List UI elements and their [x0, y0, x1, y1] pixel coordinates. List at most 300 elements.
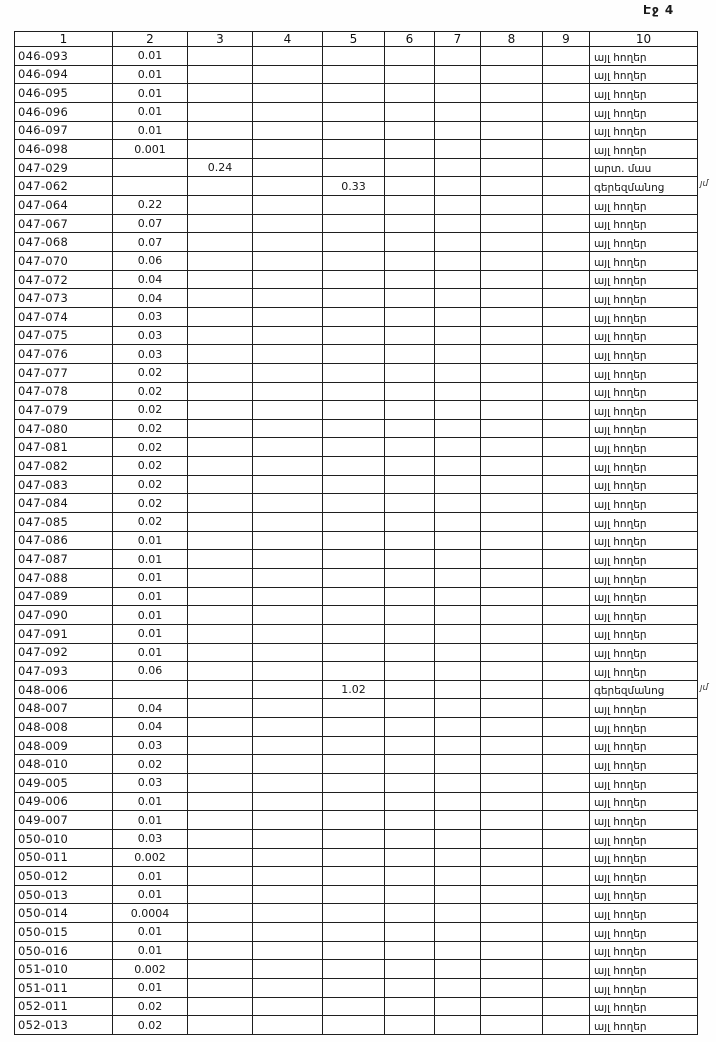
value-cell: [323, 1016, 385, 1035]
value-cell: [323, 307, 385, 326]
table-row: [15, 84, 698, 103]
value-cell: 0.01: [113, 121, 188, 140]
value-cell: [188, 606, 253, 625]
value-cell: [323, 419, 385, 438]
value-cell: [323, 102, 385, 121]
value-cell: 0.01: [113, 587, 188, 606]
table-row: [15, 326, 698, 345]
value-cell: [385, 718, 435, 737]
value-cell: [543, 568, 590, 587]
value-cell: [385, 923, 435, 942]
land-type-cell: այլ հողեր: [590, 979, 698, 998]
value-cell: [188, 792, 253, 811]
table-row: [15, 513, 698, 532]
value-cell: [481, 960, 543, 979]
value-cell: [323, 401, 385, 420]
parcel-code-cell: 047-087: [15, 550, 113, 569]
land-type-cell: այլ հողեր: [590, 84, 698, 103]
value-cell: [323, 158, 385, 177]
value-cell: [188, 47, 253, 66]
value-cell: [435, 252, 481, 271]
land-type-cell: այլ հողեր: [590, 419, 698, 438]
land-type-cell: այլ հողեր: [590, 568, 698, 587]
value-cell: [543, 289, 590, 308]
value-cell: [543, 214, 590, 233]
parcel-code-cell: 047-076: [15, 345, 113, 364]
land-type-cell: այլ հողեր: [590, 102, 698, 121]
value-cell: [253, 438, 323, 457]
parcel-code-cell: 047-086: [15, 531, 113, 550]
value-cell: [113, 177, 188, 196]
value-cell: [323, 662, 385, 681]
table-row: [15, 401, 698, 420]
parcel-code-cell: 048-006: [15, 680, 113, 699]
value-cell: [385, 587, 435, 606]
value-cell: 0.01: [113, 550, 188, 569]
value-cell: [543, 438, 590, 457]
value-cell: [481, 923, 543, 942]
value-cell: [481, 643, 543, 662]
value-cell: [385, 979, 435, 998]
value-cell: [323, 326, 385, 345]
value-cell: [543, 419, 590, 438]
value-cell: [481, 102, 543, 121]
value-cell: [188, 699, 253, 718]
value-cell: [253, 102, 323, 121]
value-cell: [323, 829, 385, 848]
value-cell: 0.001: [113, 140, 188, 159]
value-cell: [323, 979, 385, 998]
value-cell: [323, 755, 385, 774]
value-cell: [543, 941, 590, 960]
value-cell: [543, 699, 590, 718]
value-cell: [323, 513, 385, 532]
value-cell: [253, 419, 323, 438]
value-cell: 0.01: [113, 47, 188, 66]
value-cell: [481, 326, 543, 345]
value-cell: [543, 1016, 590, 1035]
column-header: 7: [435, 32, 481, 47]
table-row: [15, 718, 698, 737]
value-cell: [385, 680, 435, 699]
value-cell: [481, 438, 543, 457]
parcel-code-cell: 047-085: [15, 513, 113, 532]
value-cell: [435, 419, 481, 438]
value-cell: [323, 252, 385, 271]
table-row: [15, 494, 698, 513]
table-body: [15, 47, 698, 1035]
land-data-table: [14, 31, 698, 1035]
value-cell: [481, 158, 543, 177]
value-cell: [253, 531, 323, 550]
value-cell: 0.04: [113, 718, 188, 737]
value-cell: [253, 326, 323, 345]
table-row: [15, 699, 698, 718]
value-cell: [253, 568, 323, 587]
value-cell: [323, 196, 385, 215]
value-cell: [188, 587, 253, 606]
value-cell: [385, 438, 435, 457]
table-row: [15, 531, 698, 550]
value-cell: [435, 494, 481, 513]
value-cell: [385, 47, 435, 66]
value-cell: 0.02: [113, 494, 188, 513]
value-cell: [385, 475, 435, 494]
parcel-code-cell: 047-078: [15, 382, 113, 401]
parcel-code-cell: 047-089: [15, 587, 113, 606]
value-cell: [435, 550, 481, 569]
value-cell: [253, 84, 323, 103]
land-type-cell: այլ հողեր: [590, 960, 698, 979]
value-cell: [188, 904, 253, 923]
value-cell: [385, 401, 435, 420]
value-cell: [543, 363, 590, 382]
value-cell: [435, 531, 481, 550]
value-cell: [188, 345, 253, 364]
value-cell: [253, 792, 323, 811]
parcel-code-cell: 047-083: [15, 475, 113, 494]
value-cell: 0.03: [113, 829, 188, 848]
value-cell: [481, 997, 543, 1016]
value-cell: [435, 214, 481, 233]
value-cell: [188, 718, 253, 737]
value-cell: [481, 904, 543, 923]
parcel-code-cell: 047-080: [15, 419, 113, 438]
parcel-code-cell: 048-007: [15, 699, 113, 718]
value-cell: [323, 531, 385, 550]
land-type-cell: այլ հողեր: [590, 848, 698, 867]
value-cell: [323, 941, 385, 960]
value-cell: [323, 494, 385, 513]
value-cell: [253, 401, 323, 420]
value-cell: [188, 419, 253, 438]
parcel-code-cell: 046-097: [15, 121, 113, 140]
value-cell: [188, 662, 253, 681]
value-cell: [481, 382, 543, 401]
value-cell: [385, 382, 435, 401]
land-type-cell: այլ հողեր: [590, 811, 698, 830]
value-cell: [188, 382, 253, 401]
land-type-cell: այլ հողեր: [590, 1016, 698, 1035]
value-cell: [323, 345, 385, 364]
value-cell: [543, 326, 590, 345]
value-cell: [323, 550, 385, 569]
value-cell: [253, 1016, 323, 1035]
value-cell: 0.02: [113, 457, 188, 476]
value-cell: [253, 680, 323, 699]
land-type-cell: այլ հողեր: [590, 326, 698, 345]
value-cell: [385, 960, 435, 979]
value-cell: [253, 363, 323, 382]
value-cell: [385, 550, 435, 569]
value-cell: [188, 438, 253, 457]
value-cell: [435, 84, 481, 103]
value-cell: [481, 811, 543, 830]
value-cell: [323, 233, 385, 252]
land-type-cell: այլ հողեր: [590, 606, 698, 625]
table-row: [15, 773, 698, 792]
value-cell: [543, 755, 590, 774]
value-cell: [543, 904, 590, 923]
value-cell: [253, 736, 323, 755]
value-cell: 0.02: [113, 363, 188, 382]
value-cell: 0.07: [113, 233, 188, 252]
value-cell: [435, 457, 481, 476]
land-type-cell: այլ հողեր: [590, 997, 698, 1016]
value-cell: [253, 755, 323, 774]
value-cell: [188, 680, 253, 699]
value-cell: [385, 326, 435, 345]
value-cell: [435, 755, 481, 774]
land-type-cell: այլ հողեր: [590, 382, 698, 401]
value-cell: [188, 214, 253, 233]
value-cell: [543, 494, 590, 513]
value-cell: [543, 662, 590, 681]
column-header: 10: [590, 32, 698, 47]
value-cell: [385, 811, 435, 830]
value-cell: [481, 550, 543, 569]
parcel-code-cell: 047-070: [15, 252, 113, 271]
table-row: [15, 568, 698, 587]
value-cell: [435, 102, 481, 121]
value-cell: [253, 904, 323, 923]
value-cell: [543, 923, 590, 942]
value-cell: [481, 475, 543, 494]
value-cell: [435, 382, 481, 401]
value-cell: [481, 773, 543, 792]
value-cell: 0.01: [113, 885, 188, 904]
land-type-cell: այլ հողեր: [590, 829, 698, 848]
value-cell: [543, 680, 590, 699]
parcel-code-cell: 047-077: [15, 363, 113, 382]
value-cell: [253, 923, 323, 942]
value-cell: [543, 792, 590, 811]
value-cell: [323, 997, 385, 1016]
parcel-code-cell: 047-068: [15, 233, 113, 252]
table-row: [15, 457, 698, 476]
value-cell: [543, 718, 590, 737]
value-cell: [543, 736, 590, 755]
table-row: [15, 438, 698, 457]
value-cell: [481, 252, 543, 271]
parcel-code-cell: 046-098: [15, 140, 113, 159]
value-cell: [188, 177, 253, 196]
parcel-code-cell: 046-094: [15, 65, 113, 84]
value-cell: [435, 904, 481, 923]
value-cell: 0.02: [113, 382, 188, 401]
parcel-code-cell: 048-009: [15, 736, 113, 755]
land-type-cell: այլ հողեր: [590, 65, 698, 84]
value-cell: 0.02: [113, 997, 188, 1016]
parcel-code-cell: 047-090: [15, 606, 113, 625]
land-type-cell: այլ հողեր: [590, 140, 698, 159]
parcel-code-cell: 047-062: [15, 177, 113, 196]
table-row: [15, 606, 698, 625]
value-cell: [188, 531, 253, 550]
value-cell: [543, 475, 590, 494]
value-cell: 0.07: [113, 214, 188, 233]
value-cell: [543, 979, 590, 998]
value-cell: [543, 307, 590, 326]
value-cell: [543, 345, 590, 364]
value-cell: [253, 345, 323, 364]
value-cell: 0.02: [113, 401, 188, 420]
land-type-cell: այլ հողեր: [590, 867, 698, 886]
value-cell: [435, 401, 481, 420]
value-cell: [543, 624, 590, 643]
value-cell: [543, 177, 590, 196]
value-cell: [435, 307, 481, 326]
table-row: [15, 158, 698, 177]
value-cell: 0.01: [113, 979, 188, 998]
value-cell: [253, 624, 323, 643]
value-cell: [481, 121, 543, 140]
value-cell: [323, 438, 385, 457]
value-cell: [253, 270, 323, 289]
value-cell: [543, 158, 590, 177]
value-cell: [385, 140, 435, 159]
value-cell: [435, 699, 481, 718]
value-cell: [385, 941, 435, 960]
value-cell: [435, 960, 481, 979]
value-cell: [435, 997, 481, 1016]
table-row: [15, 233, 698, 252]
value-cell: 0.02: [113, 475, 188, 494]
value-cell: [543, 102, 590, 121]
value-cell: [323, 718, 385, 737]
value-cell: [188, 773, 253, 792]
table-row: [15, 140, 698, 159]
value-cell: [435, 289, 481, 308]
value-cell: [188, 979, 253, 998]
land-type-cell: այլ հողեր: [590, 494, 698, 513]
value-cell: 0.03: [113, 345, 188, 364]
value-cell: [188, 401, 253, 420]
value-cell: [253, 307, 323, 326]
table-row: [15, 885, 698, 904]
value-cell: [435, 270, 481, 289]
value-cell: [188, 960, 253, 979]
value-cell: [435, 65, 481, 84]
value-cell: [385, 568, 435, 587]
value-cell: 0.02: [113, 1016, 188, 1035]
parcel-code-cell: 050-010: [15, 829, 113, 848]
value-cell: [253, 885, 323, 904]
table-row: [15, 177, 698, 196]
value-cell: 0.02: [113, 513, 188, 532]
value-cell: [481, 718, 543, 737]
parcel-code-cell: 050-012: [15, 867, 113, 886]
parcel-code-cell: 051-010: [15, 960, 113, 979]
parcel-code-cell: 047-072: [15, 270, 113, 289]
value-cell: [435, 438, 481, 457]
value-cell: [253, 513, 323, 532]
land-type-cell: այլ հողեր: [590, 755, 698, 774]
value-cell: [435, 568, 481, 587]
parcel-code-cell: 047-029: [15, 158, 113, 177]
parcel-code-cell: 048-010: [15, 755, 113, 774]
land-type-cell: այլ հողեր: [590, 307, 698, 326]
value-cell: [435, 513, 481, 532]
value-cell: [435, 326, 481, 345]
value-cell: [481, 363, 543, 382]
value-cell: 0.002: [113, 848, 188, 867]
value-cell: [481, 494, 543, 513]
value-cell: [435, 363, 481, 382]
value-cell: [385, 736, 435, 755]
table-row: [15, 345, 698, 364]
value-cell: [435, 233, 481, 252]
land-type-cell: այլ հողեր: [590, 47, 698, 66]
value-cell: [481, 606, 543, 625]
value-cell: [188, 140, 253, 159]
value-cell: [435, 643, 481, 662]
table-row: [15, 196, 698, 215]
value-cell: [481, 270, 543, 289]
value-cell: [543, 885, 590, 904]
parcel-code-cell: 046-095: [15, 84, 113, 103]
value-cell: [543, 829, 590, 848]
value-cell: [323, 382, 385, 401]
value-cell: [253, 196, 323, 215]
value-cell: [253, 233, 323, 252]
value-cell: [385, 419, 435, 438]
land-type-cell: այլ հողեր: [590, 531, 698, 550]
value-cell: [188, 755, 253, 774]
value-cell: 0.04: [113, 270, 188, 289]
value-cell: [188, 643, 253, 662]
value-cell: [481, 457, 543, 476]
table-row: [15, 923, 698, 942]
value-cell: [481, 829, 543, 848]
table-row: [15, 252, 698, 271]
value-cell: [385, 755, 435, 774]
table-row: [15, 289, 698, 308]
value-cell: [253, 718, 323, 737]
value-cell: [188, 252, 253, 271]
value-cell: [188, 233, 253, 252]
parcel-code-cell: 047-073: [15, 289, 113, 308]
value-cell: 0.04: [113, 699, 188, 718]
value-cell: [188, 1016, 253, 1035]
value-cell: 0.33: [323, 177, 385, 196]
table-row: [15, 662, 698, 681]
header-row: [15, 32, 698, 47]
value-cell: [543, 121, 590, 140]
land-type-cell: այլ հողեր: [590, 662, 698, 681]
value-cell: [253, 289, 323, 308]
value-cell: [253, 158, 323, 177]
value-cell: [481, 84, 543, 103]
value-cell: [253, 65, 323, 84]
value-cell: [188, 307, 253, 326]
value-cell: [188, 550, 253, 569]
land-type-cell: այլ հողեր: [590, 363, 698, 382]
value-cell: [253, 121, 323, 140]
table-row: [15, 624, 698, 643]
land-type-cell: այլ հողեր: [590, 885, 698, 904]
value-cell: [188, 121, 253, 140]
value-cell: [385, 177, 435, 196]
value-cell: [323, 904, 385, 923]
value-cell: [543, 867, 590, 886]
value-cell: [385, 773, 435, 792]
value-cell: 0.03: [113, 736, 188, 755]
value-cell: [435, 829, 481, 848]
land-type-cell: այլ հողեր: [590, 587, 698, 606]
parcel-code-cell: 047-092: [15, 643, 113, 662]
value-cell: [385, 606, 435, 625]
